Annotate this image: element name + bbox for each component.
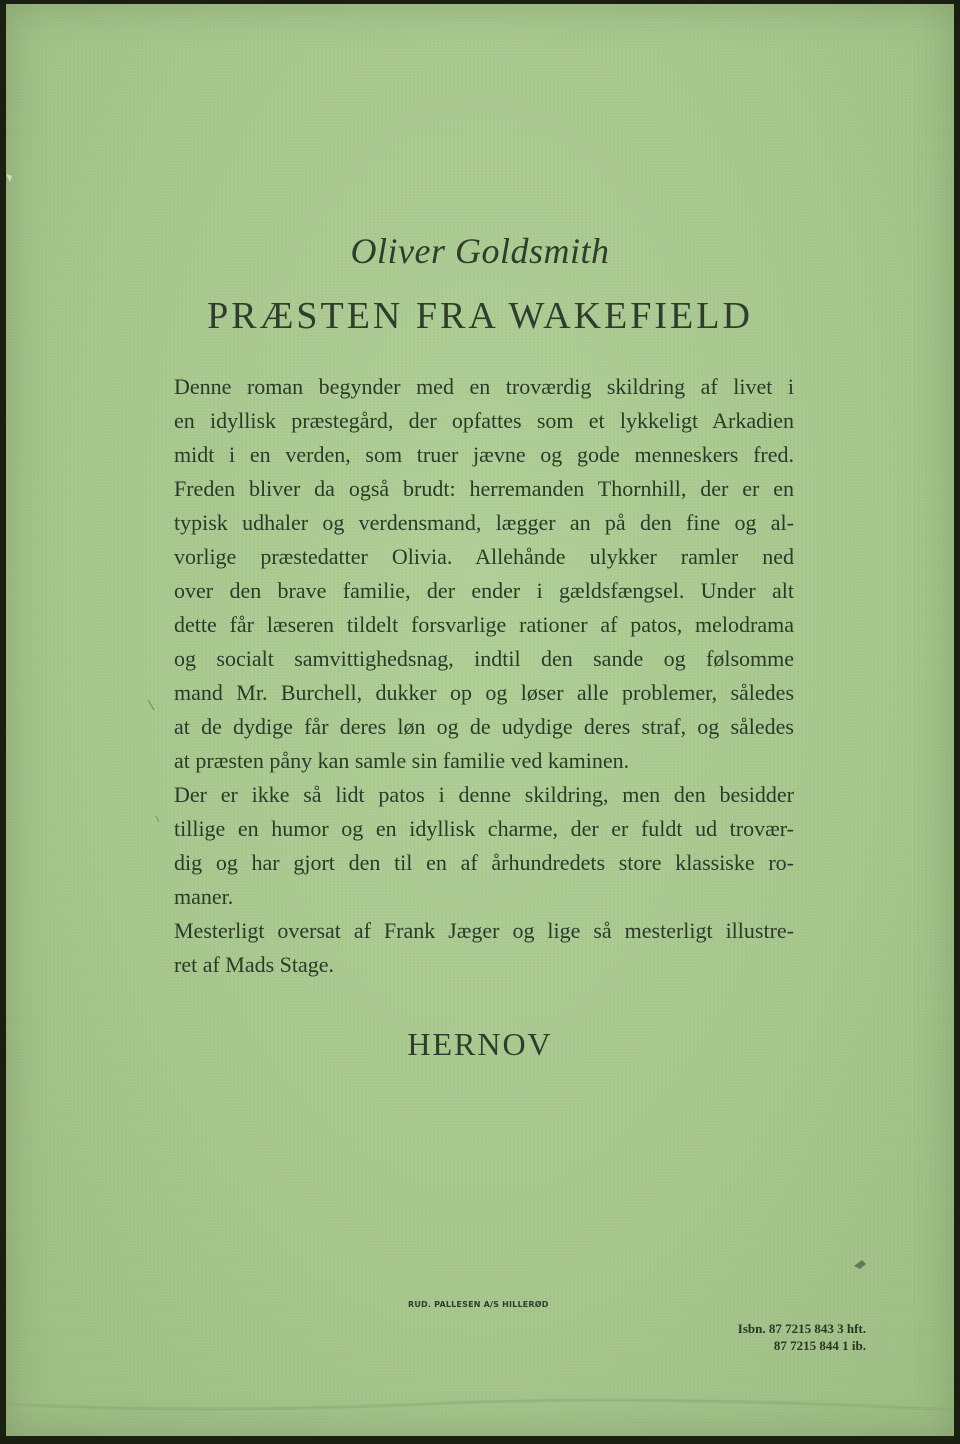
blurb-line: dig og har gjort den til en af århundredets store klassiske ro- xyxy=(174,850,794,875)
publisher-name: HERNOV xyxy=(407,1026,553,1062)
blurb-line: og socialt samvittighedsnag, indtil den sande og følsomme xyxy=(174,646,794,671)
blurb-line: maner. xyxy=(174,884,234,909)
blurb-text xyxy=(174,370,794,982)
blurb-line: Mesterligt oversat af Frank Jæger og lige så mesterligt illustre- xyxy=(174,918,794,943)
blurb-line: at præsten påny kan samle sin familie ved kaminen. xyxy=(174,748,630,773)
book-title: PRÆSTEN FRA WAKEFIELD xyxy=(207,295,753,337)
printer-imprint: RUD. PALLESEN A/S HILLERØD xyxy=(408,1300,549,1309)
blurb-line: Freden bliver da også brudt: herremanden Thornhill, der er en xyxy=(174,476,794,501)
blurb-line: Der er ikke så lidt patos i denne skildring, men den besidder xyxy=(174,782,794,807)
blurb-line: midt i en verden, som truer jævne og gode menneskers fred. xyxy=(174,442,794,467)
blurb-line: en idyllisk præstegård, der opfattes som et lykkeligt Arkadien xyxy=(174,408,794,433)
blurb-line: mand Mr. Burchell, dukker op og løser alle problemer, således xyxy=(174,680,794,705)
author-name: Oliver Goldsmith xyxy=(350,231,610,271)
isbn-line-paperback: Isbn. 87 7215 843 3 hft. xyxy=(737,1321,866,1336)
blurb-line: vorlige præstedatter Olivia. Allehånde ulykker ramler ned xyxy=(174,544,794,569)
blurb-line: over den brave familie, der ender i gældsfængsel. Under alt xyxy=(174,578,794,603)
blurb-line: tillige en humor og en idyllisk charme, der er fuldt ud trovær- xyxy=(174,816,794,841)
isbn-block xyxy=(706,1320,866,1354)
book-back-cover xyxy=(6,4,954,1436)
blurb-line: dette får læseren tildelt forsvarlige rationer af patos, melodrama xyxy=(174,612,794,637)
blurb-line: typisk udhaler og verdensmand, lægger an på den fine og al- xyxy=(174,510,794,535)
blurb-line: ret af Mads Stage. xyxy=(174,952,335,977)
isbn-line-hardcover: 87 7215 844 1 ib. xyxy=(773,1338,866,1353)
blurb-line: at de dydige får deres løn og de udydige deres straf, og således xyxy=(174,714,794,739)
blurb-line: Denne roman begynder med en troværdig skildring af livet i xyxy=(174,374,794,399)
